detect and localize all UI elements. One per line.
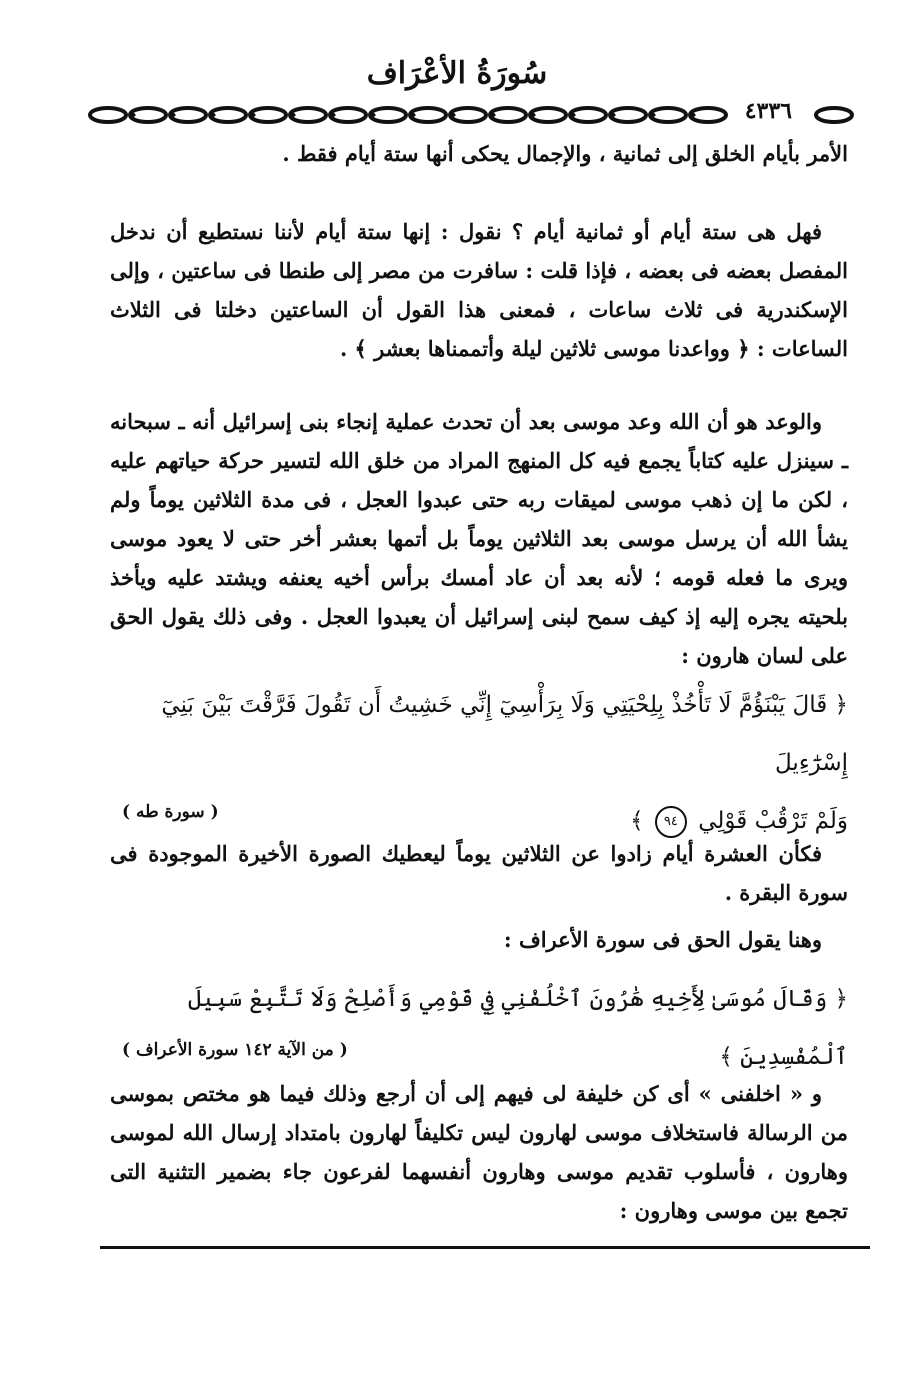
paragraph-4-block xyxy=(110,834,848,912)
paragraph-2-block xyxy=(110,212,848,368)
bottom-rule xyxy=(100,1246,870,1249)
verse-line: ﴿ قَالَ يَبْنَؤُمَّ لَا تَأْخُذْ بِلِحْيَتِي وَلَا بِرَأْسِيٓ إِنِّي خَشِيتُ أَن تَقُولَ فَرَّقْتَ بَيْنَ بَنِيٓ إِسْرَٰٓءِيلَ xyxy=(161,692,848,776)
paragraph: و « اخلفنى » أى كن خليفة لى فيهم إلى أن أرجع وذلك فيما هو مختص بموسى من الرسالة فاستخلاف موسى لهارون ليس تكليفاً لهارون بامتداد إرسال الله لموسى وهارون ، فأسلوب تقديم موسى وهارون أنفسهما لفرعون جاء بضمير التثنية التى تجمع بين موسى وهارون : xyxy=(110,1081,848,1223)
verse-2-block xyxy=(110,970,848,1086)
surah-title: سُورَةُ الأعْرَاف xyxy=(366,56,548,91)
paragraph-5-block xyxy=(110,920,848,959)
paragraph: فهل هى ستة أيام أو ثمانية أيام ؟ نقول : إنها ستة أيام لأننا نستطيع أن ندخل المفصل بعضه فى بعضه ، فإذا قلت : سافرت من مصر إلى طنطا فى ساعتين ، وإلى الإسكندرية فى ثلاث ساعات ، فمعنى هذا القول أن الساعتين دخلتا فى الثلاث الساعات : ﴿ وواعدنا موسى ثلاثين ليلة وأتممناها بعشر ﴾ . xyxy=(110,219,848,361)
paragraph-1-block xyxy=(110,134,848,173)
page-number: ٤٣٣٦ xyxy=(739,96,798,126)
header-ornament-band xyxy=(86,96,856,132)
verse-1-block xyxy=(110,676,848,850)
paragraph-6-block xyxy=(110,1074,848,1230)
paragraph: الأمر بأيام الخلق إلى ثمانية ، والإجمال يحكى أنها ستة أيام فقط . xyxy=(282,141,848,166)
paragraph: والوعد هو أن الله وعد موسى بعد أن تحدث عملية إنجاء بنى إسرائيل أنه ـ سبحانه ـ سينزل عليه كتاباً يجمع فيه كل المنهج المراد من خلق الله لتسير حركة حياتهم عليه ، لكن ما إن ذهب موسى لميقات ربه حتى عبدوا العجل ، فى مدة الثلاثين يوماً ولم يشأ الله أن يرسل موسى بعد الثلاثين يوماً بل أتمها بعشر أخر حتى لا يعود موسى ويرى ما فعله قومه ؛ لأنه بعد أن عاد أمسك برأس أخيه يعنفه ويشتد عليه ويأخذ بلحيته يجره إليه إذ كيف سمح لبنى إسرائيل أن يعبدوا العجل . وفى ذلك يقول الحق على لسان هارون : xyxy=(110,409,848,668)
verse-line: ﴿ وَقَالَ مُوسَىٰ لِأَخِيهِ هَٰرُونَ ٱخْلُفْنِي فِي قَوْمِي وَأَصْلِحْ وَلَا تَتَّبِعْ سَبِيلَ ٱلْمُفْسِدِينَ ﴾ xyxy=(188,986,848,1070)
verse-close-bracket: ﴾ xyxy=(630,808,644,834)
paragraph-3-block xyxy=(110,402,848,675)
paragraph: فكأن العشرة أيام زادوا عن الثلاثين يوماً ليعطيك الصورة الأخيرة الموجودة فى سورة البقرة . xyxy=(110,841,848,905)
verse-text: وَلَمْ تَرْقُبْ قَوْلِي xyxy=(698,808,848,834)
verse-1-reference: ( سورة طه ) xyxy=(122,802,219,822)
paragraph: وهنا يقول الحق فى سورة الأعراف : xyxy=(503,927,822,952)
ayah-number-marker: ٩٤ xyxy=(655,806,687,838)
verse-2-reference: ( من الآية ١٤٢ سورة الأعراف ) xyxy=(122,1040,348,1060)
